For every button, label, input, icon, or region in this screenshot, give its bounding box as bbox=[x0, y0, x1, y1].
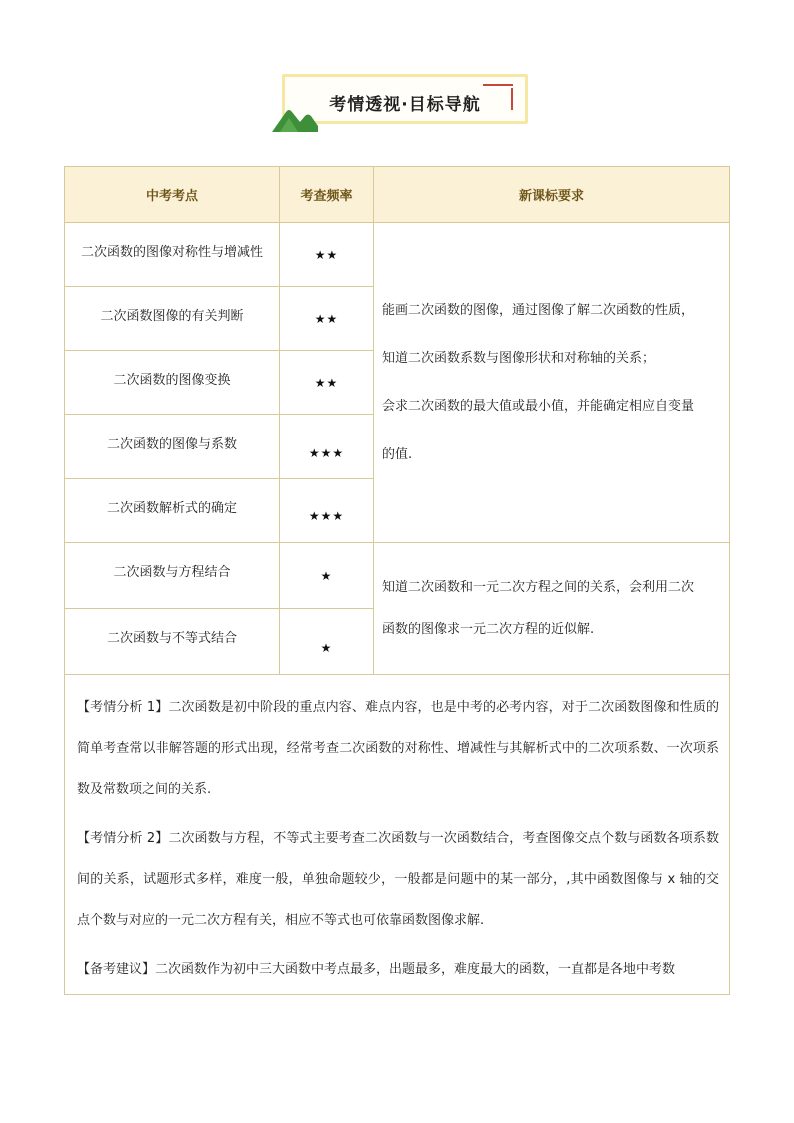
table-header-row bbox=[65, 167, 730, 223]
analysis-paragraph: 【考情分析 2】二次函数与方程，不等式主要考查二次函数与一次函数结合，考查图像交点个数与函数各项系数间的关系，试题形式多样，难度一般，单独命题较少，一般都是问题中的某一部分，,其中函数图像与 x 轴的交点个数与对应的一元二次方程有关，相应不等式也可依靠函数图像求解. bbox=[77, 831, 719, 928]
banner-decoration bbox=[511, 88, 513, 110]
banner-frame bbox=[282, 74, 528, 124]
analysis-row bbox=[65, 675, 730, 995]
requirement-line: 会求二次函数的最大值或最小值，并能确定相应自变量 bbox=[382, 398, 695, 414]
mountain-icon bbox=[272, 106, 318, 132]
frequency-stars: ★ bbox=[280, 609, 374, 675]
banner-title: 考情透视·目标导航 bbox=[329, 95, 481, 115]
exam-point: 二次函数与不等式结合 bbox=[65, 609, 280, 675]
analysis-cell bbox=[65, 675, 730, 995]
requirement-line: 的值. bbox=[382, 446, 413, 462]
frequency-stars: ★★ bbox=[280, 351, 374, 415]
exam-point: 二次函数的图像对称性与增减性 bbox=[65, 223, 280, 287]
exam-point: 二次函数图像的有关判断 bbox=[65, 287, 280, 351]
table-row bbox=[65, 543, 730, 609]
requirement-cell bbox=[374, 223, 730, 543]
exam-points-table bbox=[64, 166, 730, 995]
frequency-stars: ★★ bbox=[280, 223, 374, 287]
exam-point: 二次函数与方程结合 bbox=[65, 543, 280, 609]
requirement-line: 知道二次函数系数与图像形状和对称轴的关系； bbox=[382, 350, 656, 366]
requirement-line: 函数的图像求一元二次方程的近似解. bbox=[382, 621, 595, 637]
exam-point: 二次函数解析式的确定 bbox=[65, 479, 280, 543]
analysis-paragraph: 【考情分析 1】二次函数是初中阶段的重点内容、难点内容，也是中考的必考内容，对于二次函数图像和性质的简单考查常以非解答题的形式出现，经常考查二次函数的对称性、增减性与其解析式中的二次项系数、一次项系数及常数项之间的关系. bbox=[77, 700, 719, 797]
exam-point: 二次函数的图像与系数 bbox=[65, 415, 280, 479]
header-requirement: 新课标要求 bbox=[374, 167, 730, 223]
header-point: 中考考点 bbox=[65, 167, 280, 223]
banner-decoration bbox=[483, 84, 513, 86]
header-frequency: 考查频率 bbox=[280, 167, 374, 223]
frequency-stars: ★ bbox=[280, 543, 374, 609]
frequency-stars: ★★★ bbox=[280, 415, 374, 479]
analysis-paragraph: 【备考建议】二次函数作为初中三大函数中考点最多，出题最多，难度最大的函数，一直都是各地中考数 bbox=[77, 962, 676, 977]
requirement-line: 能画二次函数的图像，通过图像了解二次函数的性质， bbox=[382, 302, 695, 318]
requirement-line: 知道二次函数和一元二次方程之间的关系，会利用二次 bbox=[382, 579, 695, 595]
exam-point: 二次函数的图像变换 bbox=[65, 351, 280, 415]
frequency-stars: ★★★ bbox=[280, 479, 374, 543]
table-row bbox=[65, 223, 730, 287]
section-banner bbox=[272, 74, 534, 130]
frequency-stars: ★★ bbox=[280, 287, 374, 351]
requirement-cell bbox=[374, 543, 730, 675]
